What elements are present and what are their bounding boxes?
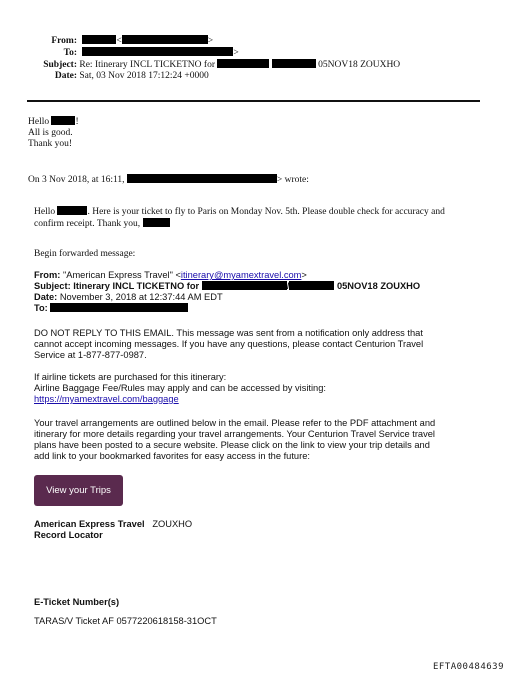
redacted-block (50, 303, 188, 312)
header-to-row (0, 47, 400, 59)
redacted-block (122, 35, 208, 44)
arrangements-line: add link to your bookmarked favorites for easy access in the future: (34, 451, 310, 461)
reply-excl: ! (75, 117, 79, 127)
redacted-block (217, 59, 269, 68)
baggage-line: If airline tickets are purchased for this itinerary: (34, 372, 227, 382)
view-your-trips-button[interactable]: View your Trips (34, 475, 123, 506)
header-date-row (0, 71, 400, 83)
redacted-block (202, 281, 287, 290)
subject-label: Subject: (43, 60, 77, 70)
arrangements-line: plans have been posted to a secure website. Please click on the link to view your trip details and (34, 440, 430, 450)
reply-line: Thank you! (28, 139, 73, 149)
gt-symbol: > (233, 48, 239, 58)
date-label: Date: (54, 71, 77, 81)
fwd-subject-suffix: 05NOV18 ZOUXHO (336, 281, 421, 291)
quote-intro (28, 174, 309, 186)
quote-intro-prefix: On 3 Nov 2018, at 16:11, (28, 175, 125, 185)
forwarded-begin: Begin forwarded message: (34, 249, 136, 259)
fwd-subject-prefix: Itinerary INCL TICKETNO for (73, 281, 200, 291)
forwarded-header (34, 270, 420, 314)
reply-line: All is good. (28, 128, 73, 138)
quoted-hello: Hello (34, 207, 56, 217)
fwd-date-value: November 3, 2018 at 12:37:44 AM EDT (59, 292, 223, 302)
arrangements-line: Your travel arrangements are outlined below in the email. Please refer to the PDF attachment and (34, 418, 436, 428)
no-reply-notice (34, 328, 423, 361)
notice-line: Service at 1-877-877-0987. (34, 350, 147, 360)
quote-intro-suffix: > wrote: (276, 175, 309, 185)
fwd-subject-label: Subject: (34, 281, 71, 291)
arrangements-line: itinerary for more details regarding your travel arrangements. Your Centurion Travel Service travel (34, 429, 435, 439)
eticket-value: TARAS/V Ticket AF 0577220618158-31OCT (34, 616, 217, 626)
redacted-block (143, 218, 170, 227)
reply-hello: Hello (28, 117, 50, 127)
email-header (0, 35, 400, 83)
fwd-date-label: Date: (34, 292, 58, 302)
redacted-block (51, 116, 75, 125)
fwd-from-name: "American Express Travel" < (62, 270, 181, 280)
header-divider (27, 100, 480, 102)
record-company: American Express Travel (34, 519, 145, 529)
fwd-to-label: To: (34, 303, 48, 313)
record-locator-block (34, 519, 192, 541)
fwd-from-label: From: (34, 270, 61, 280)
record-code: ZOUXHO (152, 519, 193, 529)
baggage-link[interactable]: https://myamextravel.com/baggage (34, 394, 179, 404)
notice-line: DO NOT REPLY TO THIS EMAIL. This message was sent from a notification only address that (34, 328, 423, 338)
travel-arrangements (34, 418, 435, 462)
to-label: To: (63, 48, 77, 58)
subject-prefix: Re: Itinerary INCL TICKETNO for (79, 60, 215, 70)
quoted-text: . Here is your ticket to fly to Paris on Monday Nov. 5th. Please double check for accuracy and (87, 207, 445, 217)
quoted-message (34, 206, 445, 230)
fwd-from-close: > (301, 270, 307, 280)
redacted-block (127, 174, 277, 183)
redacted-block (286, 281, 334, 291)
notice-line: cannot accept incoming messages. If you have any questions, please contact Centurion Travel (34, 339, 424, 349)
lt-symbol: < (116, 36, 122, 46)
from-label: From: (51, 36, 77, 46)
date-value: Sat, 03 Nov 2018 17:12:24 +0000 (79, 71, 209, 81)
header-subject-row (0, 59, 400, 71)
redacted-block (272, 59, 316, 68)
gt-symbol: > (207, 36, 214, 46)
baggage-info (34, 372, 326, 405)
redacted-block (82, 35, 116, 44)
record-label: Record Locator (34, 530, 103, 540)
quoted-text: confirm receipt. Thank you, (34, 219, 141, 229)
header-from-row (0, 35, 400, 47)
redacted-block (57, 206, 87, 215)
reply-body (28, 116, 79, 150)
eticket-heading: E-Ticket Number(s) (34, 597, 120, 607)
bates-number: EFTA00484639 (432, 662, 504, 672)
fwd-from-email-link[interactable]: itinerary@myamextravel.com (180, 270, 302, 280)
subject-suffix: 05NOV18 ZOUXHO (318, 60, 401, 70)
fwd-slash: / (286, 281, 290, 291)
baggage-line: Airline Baggage Fee/Rules may apply and can be accessed by visiting: (34, 383, 326, 393)
redacted-block (82, 47, 233, 56)
